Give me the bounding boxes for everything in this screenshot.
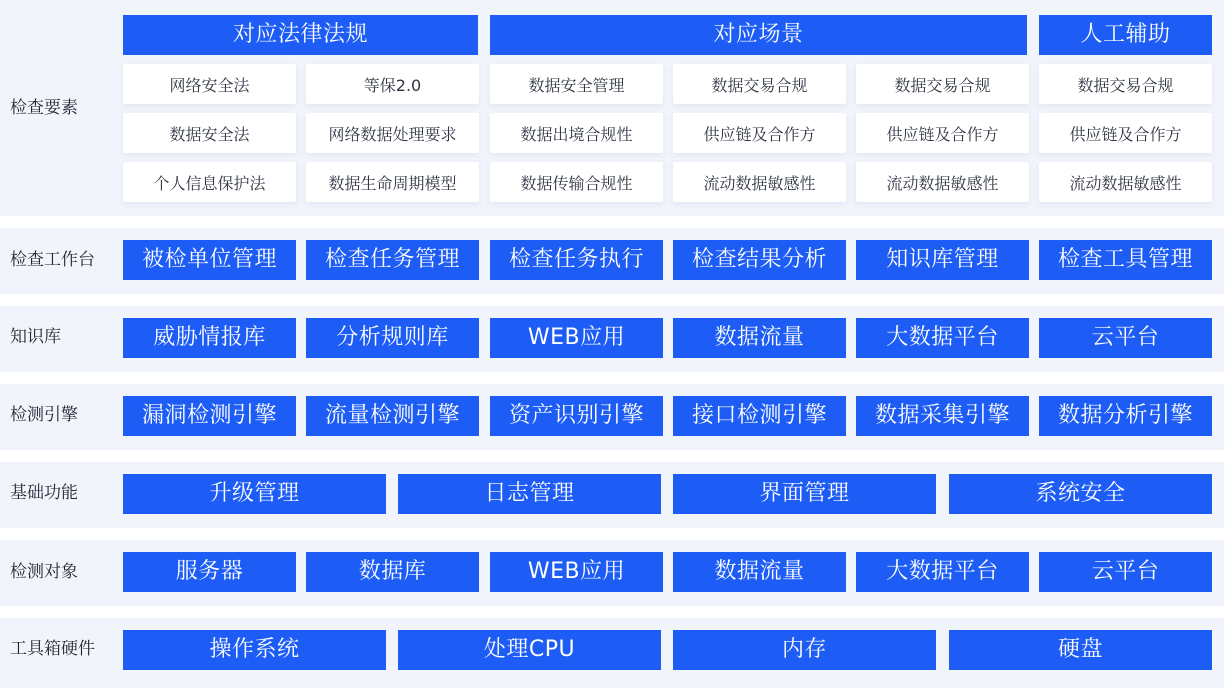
basic-item: 升级管理 xyxy=(123,474,386,514)
engine-item: 数据采集引擎 xyxy=(856,396,1029,436)
row-label-knowledge: 知识库 xyxy=(10,327,61,347)
element-cell: 网络安全法 xyxy=(123,64,296,104)
element-cell: 供应链及合作方 xyxy=(1039,113,1212,153)
engine-item: 资产识别引擎 xyxy=(490,396,663,436)
element-cell: 数据交易合规 xyxy=(673,64,846,104)
knowledge-item: 大数据平台 xyxy=(856,318,1029,358)
basic-item: 界面管理 xyxy=(673,474,936,514)
element-cell: 数据安全管理 xyxy=(490,64,663,104)
basic-item: 系统安全 xyxy=(949,474,1212,514)
engine-item: 流量检测引擎 xyxy=(306,396,479,436)
workbench-item: 检查结果分析 xyxy=(673,240,846,280)
element-cell: 流动数据敏感性 xyxy=(856,162,1029,202)
element-cell: 网络数据处理要求 xyxy=(306,113,479,153)
knowledge-item: 威胁情报库 xyxy=(123,318,296,358)
element-cell: 数据交易合规 xyxy=(856,64,1029,104)
target-item: 云平台 xyxy=(1039,552,1212,592)
engine-item: 漏洞检测引擎 xyxy=(123,396,296,436)
element-cell: 数据生命周期模型 xyxy=(306,162,479,202)
element-cell: 等保2.0 xyxy=(306,64,479,104)
hardware-item: 处理CPU xyxy=(398,630,661,670)
target-item: 服务器 xyxy=(123,552,296,592)
row-label-elements: 检查要素 xyxy=(10,98,78,118)
header-scenarios: 对应场景 xyxy=(490,15,1027,55)
workbench-item: 被检单位管理 xyxy=(123,240,296,280)
target-item: 大数据平台 xyxy=(856,552,1029,592)
element-cell: 数据出境合规性 xyxy=(490,113,663,153)
workbench-item: 检查工具管理 xyxy=(1039,240,1212,280)
row-label-workbench: 检查工作台 xyxy=(10,250,95,270)
workbench-item: 检查任务执行 xyxy=(490,240,663,280)
hardware-item: 操作系统 xyxy=(123,630,386,670)
element-cell: 数据传输合规性 xyxy=(490,162,663,202)
knowledge-item: 云平台 xyxy=(1039,318,1212,358)
knowledge-item: 分析规则库 xyxy=(306,318,479,358)
element-cell: 流动数据敏感性 xyxy=(673,162,846,202)
row-label-targets: 检测对象 xyxy=(10,562,78,582)
header-laws: 对应法律法规 xyxy=(123,15,478,55)
target-item: 数据流量 xyxy=(673,552,846,592)
basic-item: 日志管理 xyxy=(398,474,661,514)
row-label-basic: 基础功能 xyxy=(10,483,78,503)
workbench-item: 知识库管理 xyxy=(856,240,1029,280)
element-cell: 数据交易合规 xyxy=(1039,64,1212,104)
element-cell: 供应链及合作方 xyxy=(856,113,1029,153)
knowledge-item: WEB应用 xyxy=(490,318,663,358)
engine-item: 接口检测引擎 xyxy=(673,396,846,436)
row-label-hardware: 工具箱硬件 xyxy=(10,639,95,659)
element-cell: 供应链及合作方 xyxy=(673,113,846,153)
workbench-item: 检查任务管理 xyxy=(306,240,479,280)
element-cell: 个人信息保护法 xyxy=(123,162,296,202)
hardware-item: 内存 xyxy=(673,630,936,670)
element-cell: 流动数据敏感性 xyxy=(1039,162,1212,202)
hardware-item: 硬盘 xyxy=(949,630,1212,670)
target-item: 数据库 xyxy=(306,552,479,592)
header-manual: 人工辅助 xyxy=(1039,15,1212,55)
element-cell: 数据安全法 xyxy=(123,113,296,153)
row-label-engines: 检测引擎 xyxy=(10,405,78,425)
target-item: WEB应用 xyxy=(490,552,663,592)
engine-item: 数据分析引擎 xyxy=(1039,396,1212,436)
knowledge-item: 数据流量 xyxy=(673,318,846,358)
